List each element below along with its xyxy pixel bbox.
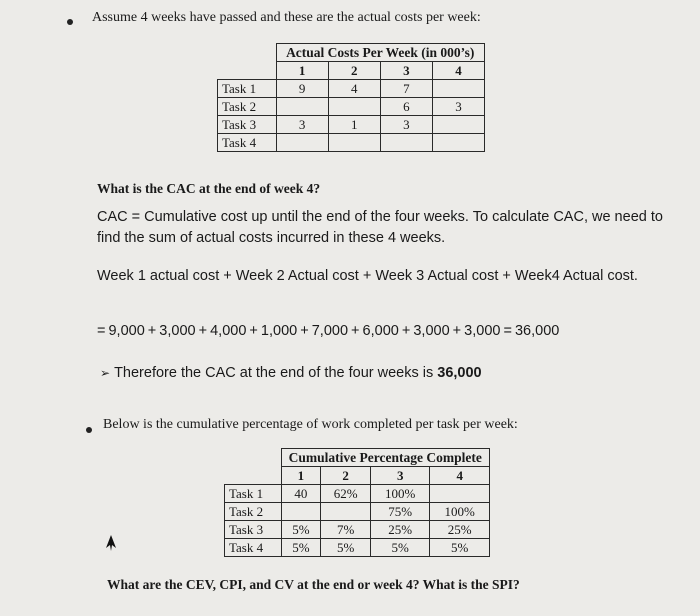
task-label: Task 4	[225, 539, 282, 557]
conclusion-text: Therefore the CAC at the end of the four weeks is	[114, 365, 438, 381]
cumulative-percentage-title: Cumulative Percentage Complete	[281, 449, 490, 467]
cac-conclusion	[100, 363, 482, 384]
bullet-1	[67, 19, 73, 25]
cac-equation: = 9,000 + 3,000 + 4,000 + 1,000 + 7,000 + 6,000 + 3,000 + 3,000 = 36,000	[97, 323, 560, 339]
table-cell: 1	[328, 116, 380, 134]
task-label: Task 1	[225, 485, 282, 503]
week-header: 2	[328, 62, 380, 80]
task-label: Task 4	[218, 134, 277, 152]
table-cell	[432, 116, 484, 134]
week-header: 1	[281, 467, 321, 485]
week-header: 1	[276, 62, 328, 80]
table-cell	[321, 503, 371, 521]
table-cell: 62%	[321, 485, 371, 503]
task-label: Task 2	[218, 98, 277, 116]
task-label: Task 2	[225, 503, 282, 521]
table-cell: 6	[380, 98, 432, 116]
cumulative-percentage-table	[224, 448, 490, 557]
table-row	[225, 485, 490, 503]
table-row	[218, 116, 485, 134]
table-cell	[328, 98, 380, 116]
section1-intro: Assume 4 weeks have passed and these are the actual costs per week:	[92, 10, 481, 25]
week-header: 3	[380, 62, 432, 80]
task-label: Task 3	[225, 521, 282, 539]
cac-answer-paragraph-2: Week 1 actual cost + Week 2 Actual cost + Week 3 Actual cost + Week4 Actual cost.	[97, 268, 638, 284]
table-cell: 40	[281, 485, 321, 503]
table-cell: 100%	[370, 485, 429, 503]
table-cell: 3	[432, 98, 484, 116]
table-cell	[432, 80, 484, 98]
arrow-bullet-icon: ➢	[100, 366, 111, 380]
section2-intro: Below is the cumulative percentage of work completed per task per week:	[103, 417, 518, 432]
table-cell: 100%	[430, 503, 490, 521]
table-cell: 3	[276, 116, 328, 134]
table-cell: 75%	[370, 503, 429, 521]
table-cell: 4	[328, 80, 380, 98]
conclusion-value: 36,000	[437, 365, 482, 381]
mouse-cursor-icon	[104, 534, 118, 552]
table-row	[218, 98, 485, 116]
table-cell	[328, 134, 380, 152]
table-cell: 9	[276, 80, 328, 98]
table-cell	[276, 134, 328, 152]
table-cell	[380, 134, 432, 152]
table-cell: 25%	[370, 521, 429, 539]
table-row	[225, 503, 490, 521]
actual-costs-table	[217, 43, 485, 152]
bullet-2	[86, 427, 92, 433]
table-row	[225, 539, 490, 557]
actual-costs-title: Actual Costs Per Week (in 000’s)	[276, 44, 485, 62]
table-cell: 25%	[430, 521, 490, 539]
table-row	[225, 521, 490, 539]
cev-question: What are the CEV, CPI, and CV at the end or week 4? What is the SPI?	[107, 577, 520, 592]
cac-answer-paragraph-1: CAC = Cumulative cost up until the end of the four weeks. To calculate CAC, we need to find the sum of actual costs incurred in these 4 weeks.	[97, 209, 663, 246]
table-cell: 5%	[430, 539, 490, 557]
table-cell: 7	[380, 80, 432, 98]
table-cell: 5%	[321, 539, 371, 557]
table-cell	[281, 503, 321, 521]
week-header: 4	[430, 467, 490, 485]
table-row	[218, 134, 485, 152]
table-cell	[430, 485, 490, 503]
week-header: 4	[432, 62, 484, 80]
table-cell: 7%	[321, 521, 371, 539]
week-header: 3	[370, 467, 429, 485]
task-label: Task 3	[218, 116, 277, 134]
table-row	[218, 80, 485, 98]
table-cell: 5%	[370, 539, 429, 557]
table-cell: 5%	[281, 521, 321, 539]
table-cell	[276, 98, 328, 116]
cac-question: What is the CAC at the end of week 4?	[97, 181, 321, 196]
table-cell: 3	[380, 116, 432, 134]
week-header: 2	[321, 467, 371, 485]
table-cell: 5%	[281, 539, 321, 557]
table-cell	[432, 134, 484, 152]
task-label: Task 1	[218, 80, 277, 98]
